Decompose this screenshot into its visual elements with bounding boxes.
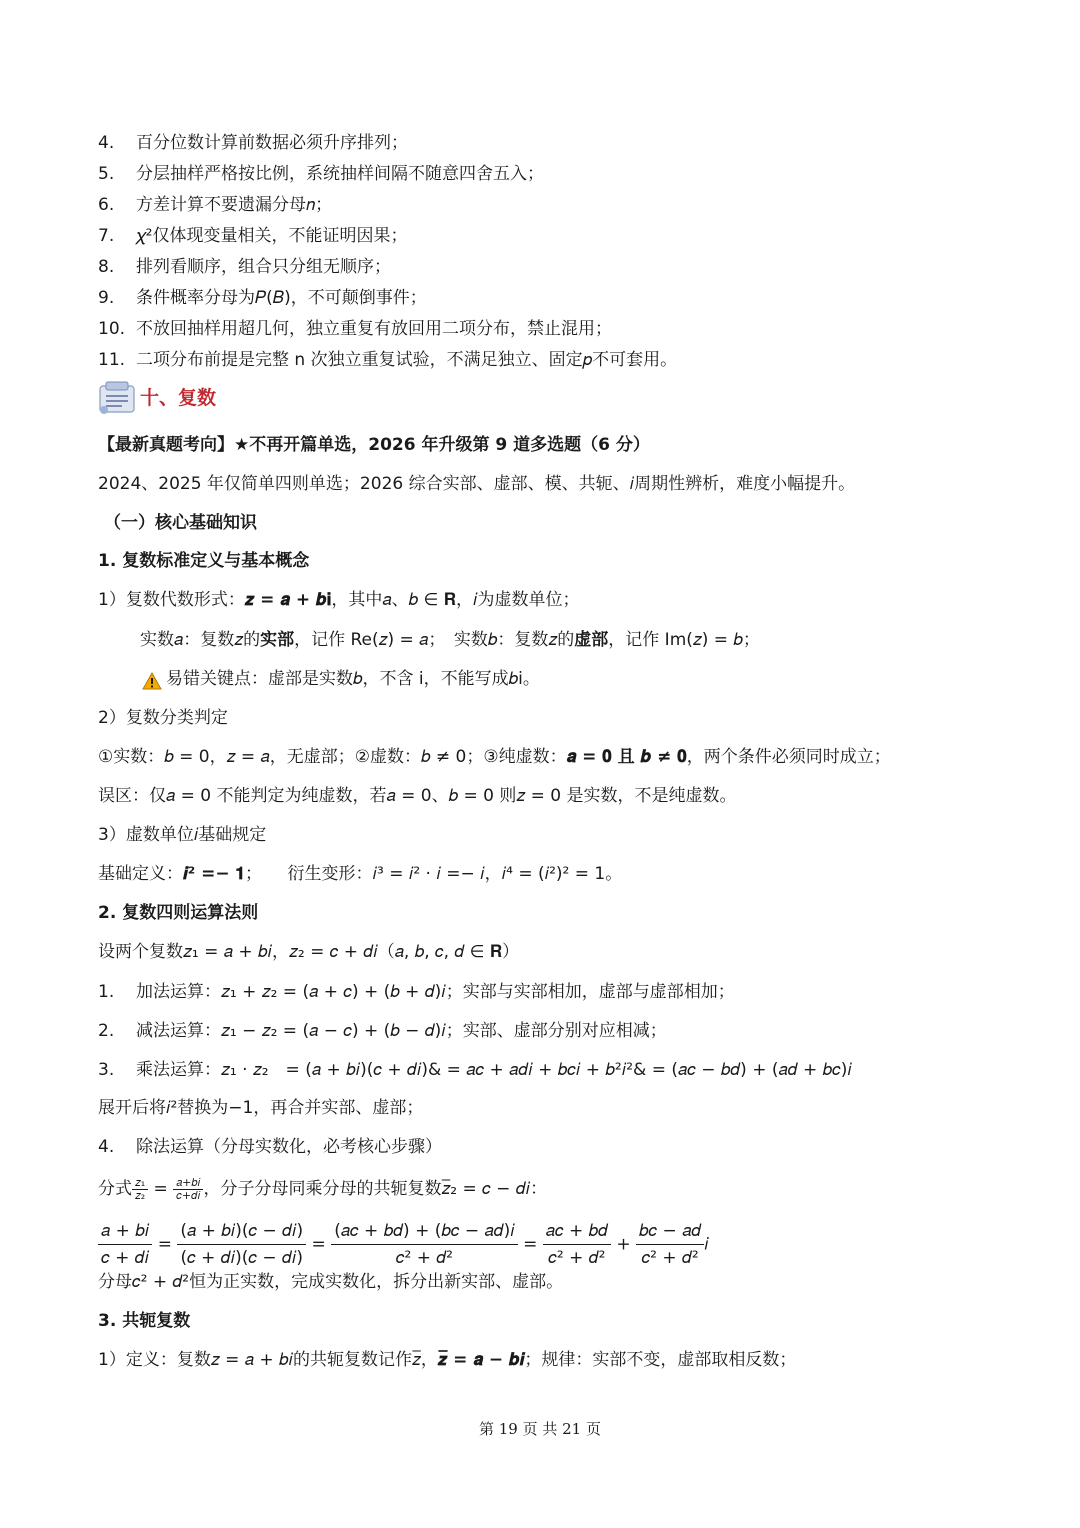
heading-operations: 2. 复数四则运算法则 (98, 903, 259, 923)
paragraph: 基础定义：𝒊² =− 𝟏； 衍生变形：𝑖³ = 𝑖² · 𝑖 =− 𝑖，𝑖⁴ = (𝑖²)² = 1。 (98, 864, 623, 884)
paragraph: 1）复数代数形式：𝒛 = 𝒂 + 𝒃𝐢，其中𝑎、𝑏 ∈ 𝐑，𝑖为虚数单位； (98, 590, 580, 610)
list-item: 10. 不放回抽样用超几何，独立重复有放回用二项分布，禁止混用； (98, 319, 612, 339)
paragraph: 展开后将𝑖²替换为−1，再合并实部、虚部； (98, 1098, 424, 1118)
list-item: 11. 二项分布前提是完整 n 次独立重复试验，不满足独立、固定𝑝不可套用。 (98, 350, 678, 370)
list-item: 4. 除法运算（分母实数化，必考核心步骤） (98, 1137, 442, 1157)
fraction: $\frac{\text{𝑏𝑐 − 𝑎𝑑}}{\text{𝑐² + 𝑑²}}$ (636, 1218, 704, 1271)
division-formula: $\frac{\text{𝑎 + 𝑏𝑖}}{\text{𝑐 + 𝑑𝑖}}$ = $\frac{\text{(𝑎 + 𝑏𝑖)(𝑐 − 𝑑𝑖)}}{\text{(𝑐 + 𝑑𝑖)(𝑐 − 𝑑𝑖)}}$ = $\frac{\text{(𝑎𝑐 + 𝑏𝑑) + (𝑏𝑐 − 𝑎𝑑)𝑖}}{\text{𝑐² + 𝑑²}}$ = $\frac{\text{𝑎𝑐 + 𝑏𝑑}}{\text{𝑐² + 𝑑²}}$ + $\frac{\text{𝑏𝑐 − 𝑎𝑑}}{\text{𝑐² + 𝑑²}}$ 𝑖 (98, 1218, 709, 1271)
heading-definition: 1. 复数标准定义与基本概念 (98, 551, 310, 571)
page-number: 第 19 页 共 21 页 (478, 1420, 601, 1438)
fraction: $\frac{\text{𝑎 + 𝑏𝑖}}{\text{𝑐 + 𝑑𝑖}}$ (98, 1218, 152, 1271)
section-title: 十、复数 (140, 387, 217, 409)
fraction: $\frac{\text{(𝑎 + 𝑏𝑖)(𝑐 − 𝑑𝑖)}}{\text{(𝑐 + 𝑑𝑖)(𝑐 − 𝑑𝑖)}}$ (177, 1218, 306, 1271)
paragraph: 分母𝑐² + 𝑑²恒为正实数，完成实数化，拆分出新实部、虚部。 (98, 1272, 564, 1292)
paragraph: 1）定义：复数𝑧 = 𝑎 + 𝑏𝑖的共轭复数记作𝑧̅，𝒛̅ = 𝒂 − 𝒃𝒊；规律：实部不变，虚部取相反数； (98, 1350, 797, 1370)
paragraph: 实数𝑎：复数𝑧的实部，记作 Re(𝑧) = 𝑎； 实数𝑏：复数𝑧的虚部，记作 Im(𝑧) = 𝑏； (140, 630, 760, 650)
warning-icon (142, 672, 162, 694)
list-item: 2. 减法运算：𝑧₁ − 𝑧₂ = (𝑎 − 𝑐) + (𝑏 − 𝑑)𝑖；实部、虚部分别对应相减； (98, 1021, 667, 1041)
paragraph: 分式 $\frac{\text{𝑧₁}}{\text{𝑧₂}}$ = $\frac{\text{𝑎+𝑏𝑖}}{\text{𝑐+𝑑𝑖}}$ ，分子分母同乘分母的共轭复数𝑧̅₂ = 𝑐 − 𝑑𝑖： (98, 1175, 548, 1202)
list-item: 5. 分层抽样严格按比例，系统抽样间隔不随意四舍五入； (98, 164, 544, 184)
paragraph: 2）复数分类判定 (98, 708, 228, 728)
exam-trend-body: 2024、2025 年仅简单四则单选；2026 综合实部、虚部、模、共轭、𝑖周期性辨析，难度小幅提升。 (98, 474, 856, 494)
list-item: 4. 百分位数计算前数据必须升序排列； (98, 133, 408, 153)
subsection-title: （一）核心基础知识 (104, 513, 257, 533)
paragraph: ①实数：𝑏 = 0，𝑧 = 𝑎，无虚部；②虚数：𝑏 ≠ 0；③纯虚数：𝒂 = 𝟎 且 𝒃 ≠ 𝟎，两个条件必须同时成立； (98, 747, 891, 767)
fraction: $\frac{\text{𝑧₁}}{\text{𝑧₂}}$ (132, 1177, 148, 1202)
list-item: 6. 方差计算不要遗漏分母𝑛； (98, 195, 333, 215)
fraction: $\frac{\text{𝑎+𝑏𝑖}}{\text{𝑐+𝑑𝑖}}$ (173, 1177, 203, 1202)
list-item: 3. 乘法运算：𝑧₁ · 𝑧₂ = (𝑎 + 𝑏𝑖)(𝑐 + 𝑑𝑖)& = 𝑎𝑐 + 𝑎𝑑𝑖 + 𝑏𝑐𝑖 + 𝑏²𝑖²& = (𝑎𝑐 − 𝑏𝑑) + (𝑎𝑑 + 𝑏𝑐)𝑖 (98, 1060, 852, 1080)
list-item: 1. 加法运算：𝑧₁ + 𝑧₂ = (𝑎 + 𝑐) + (𝑏 + 𝑑)𝑖；实部与实部相加，虚部与虚部相加； (98, 982, 735, 1002)
list-item: 9. 条件概率分母为𝑃(𝐵)，不可颠倒事件； (98, 288, 427, 308)
fraction: $\frac{\text{𝑎𝑐 + 𝑏𝑑}}{\text{𝑐² + 𝑑²}}$ (543, 1218, 611, 1271)
warning-text: 易错关键点：虚部是实数𝑏，不含 i，不能写成𝑏i。 (166, 669, 540, 689)
list-item: 8. 排列看顺序，组合只分组无顺序； (98, 257, 391, 277)
fraction: $\frac{\text{(𝑎𝑐 + 𝑏𝑑) + (𝑏𝑐 − 𝑎𝑑)𝑖}}{\text{𝑐² + 𝑑²}}$ (331, 1218, 518, 1271)
heading-conjugate: 3. 共轭复数 (98, 1311, 191, 1331)
paragraph: 误区：仅𝑎 = 0 不能判定为纯虚数，若𝑎 = 0、𝑏 = 0 则𝑧 = 0 是实数，不是纯虚数。 (98, 786, 737, 806)
list-item: 7. 𝜒²仅体现变量相关，不能证明因果； (98, 226, 408, 246)
exam-trend-heading: 【最新真题考向】★不再开篇单选，2026 年升级第 9 道多选题（6 分） (98, 435, 650, 455)
book-icon (98, 380, 138, 420)
paragraph: 设两个复数𝑧₁ = 𝑎 + 𝑏𝑖，𝑧₂ = 𝑐 + 𝑑𝑖（𝑎, 𝑏, 𝑐, 𝑑 ∈ 𝐑） (98, 942, 520, 962)
paragraph: 3）虚数单位𝑖基础规定 (98, 825, 267, 845)
